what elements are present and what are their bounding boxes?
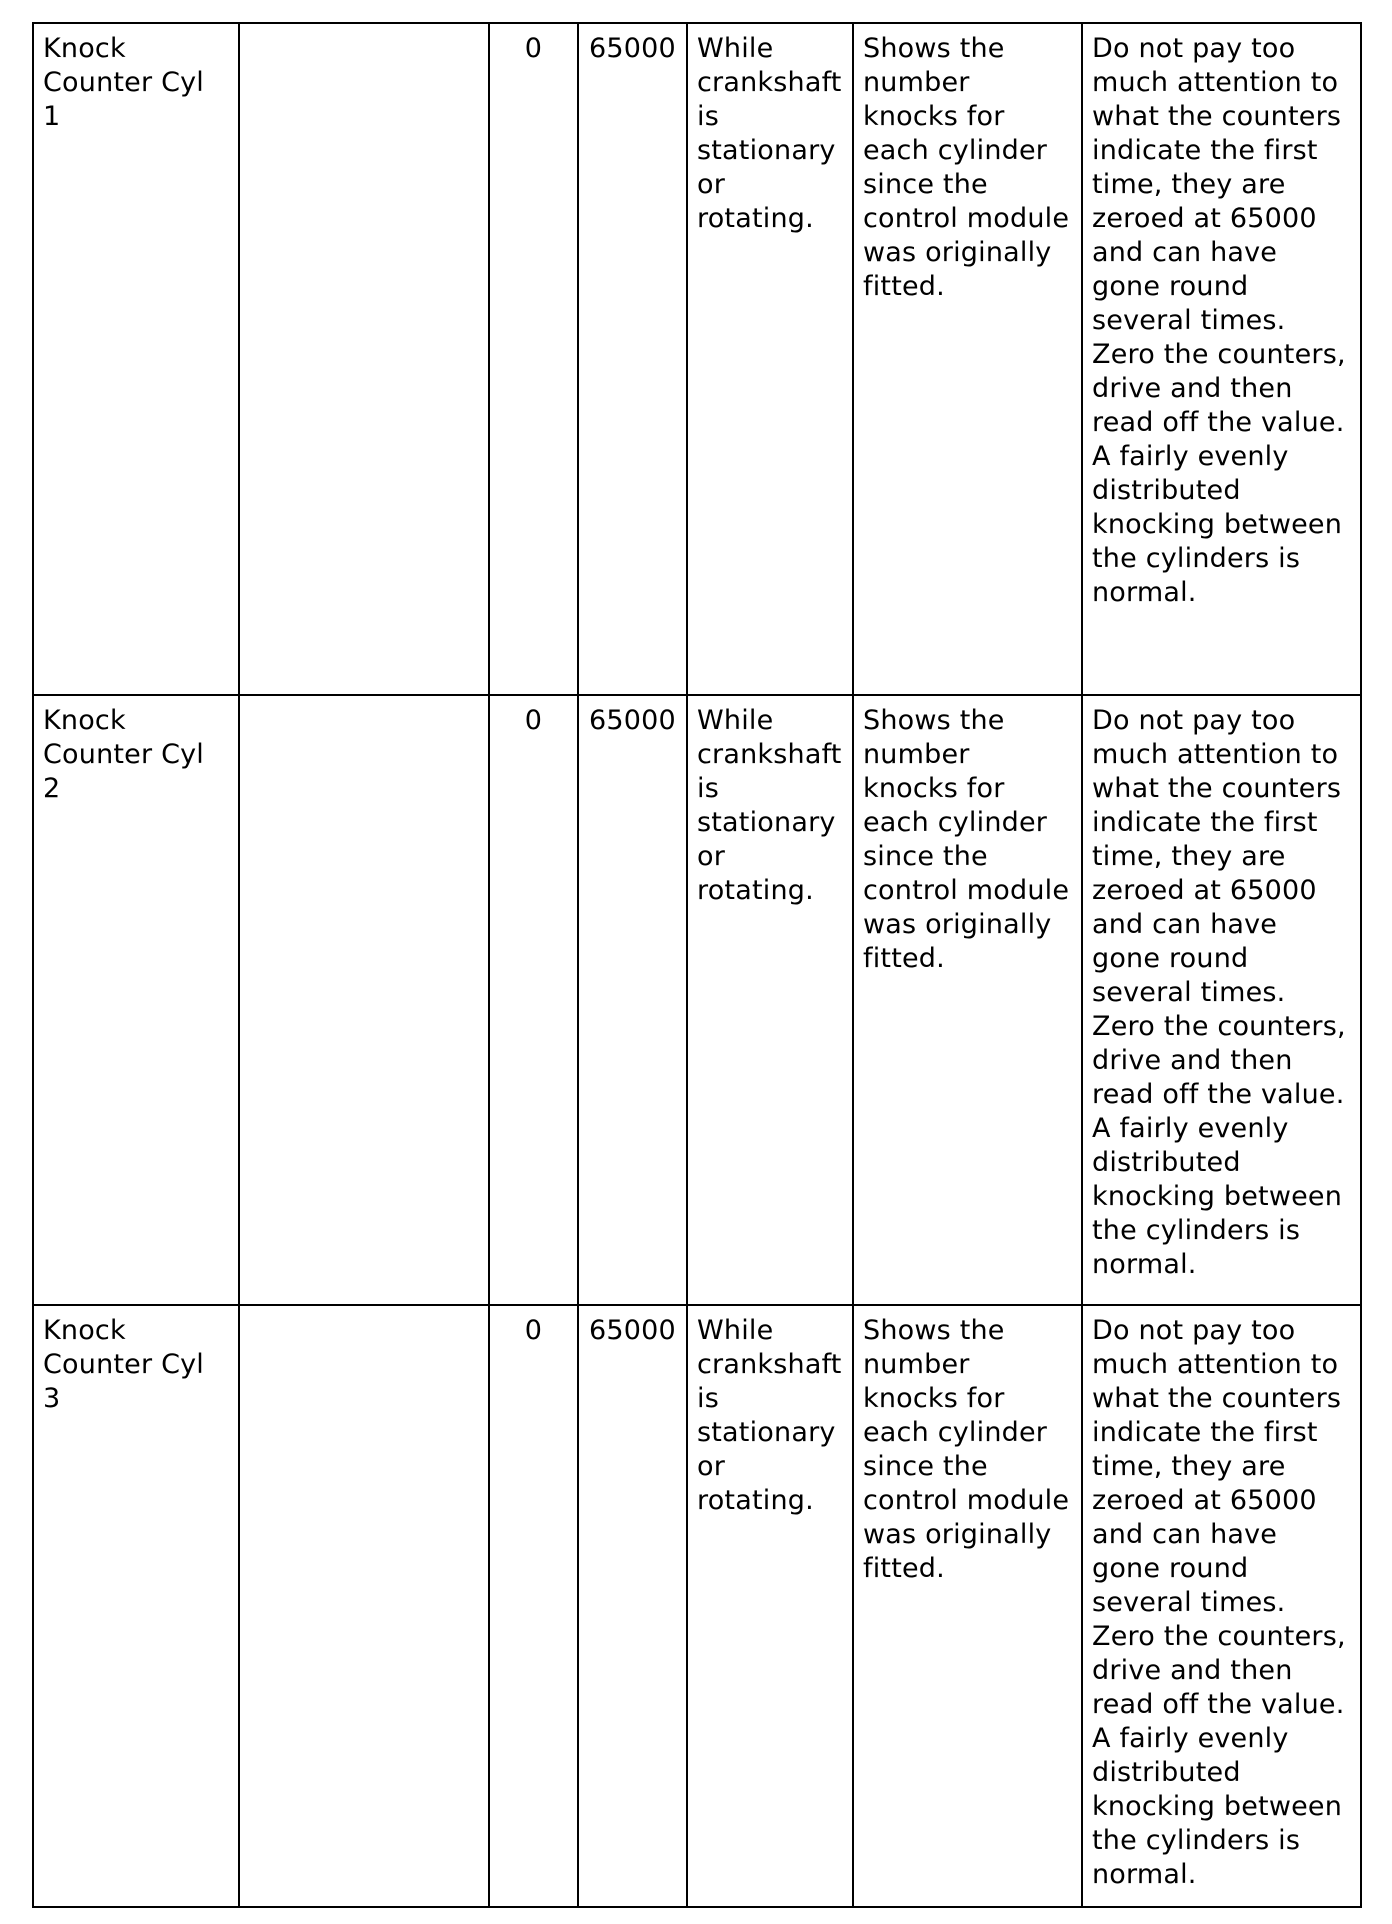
min-value-cell: 0 [489,1305,578,1907]
comment-cell: Do not pay too much attention to what the counters indicate the first time, they are zeroed at 65000 and can have gone round several times. Zero the counters, drive and then read off the value. A fairly evenly distributed knocking between the cylinders is normal. [1082,1305,1361,1907]
description-cell: Shows the number knocks for each cylinder since the control module was originally fitted. [853,695,1082,1305]
max-value-cell: 65000 [578,1305,687,1907]
min-value-cell: 0 [489,23,578,695]
parameter-name-cell: Knock Counter Cyl 2 [33,695,239,1305]
condition-cell: While crankshaft is stationary or rotating. [687,695,853,1305]
table-row [33,1305,1361,1907]
condition-cell: While crankshaft is stationary or rotating. [687,23,853,695]
parameter-name-cell: Knock Counter Cyl 3 [33,1305,239,1907]
max-value-cell: 65000 [578,23,687,695]
comment-cell: Do not pay too much attention to what the counters indicate the first time, they are zeroed at 65000 and can have gone round several times. Zero the counters, drive and then read off the value. A fairly evenly distributed knocking between the cylinders is normal. [1082,695,1361,1305]
table-row [33,23,1361,695]
min-value-cell: 0 [489,695,578,1305]
unit-cell [239,695,489,1305]
comment-cell: Do not pay too much attention to what the counters indicate the first time, they are zeroed at 65000 and can have gone round several times. Zero the counters, drive and then read off the value. A fairly evenly distributed knocking between the cylinders is normal. [1082,23,1361,695]
parameter-name-cell: Knock Counter Cyl 1 [33,23,239,695]
description-cell: Shows the number knocks for each cylinder since the control module was originally fitted. [853,23,1082,695]
condition-cell: While crankshaft is stationary or rotating. [687,1305,853,1907]
max-value-cell: 65000 [578,695,687,1305]
table-row [33,695,1361,1305]
unit-cell [239,1305,489,1907]
description-cell: Shows the number knocks for each cylinder since the control module was originally fitted. [853,1305,1082,1907]
parameter-table [32,22,1362,1908]
unit-cell [239,23,489,695]
